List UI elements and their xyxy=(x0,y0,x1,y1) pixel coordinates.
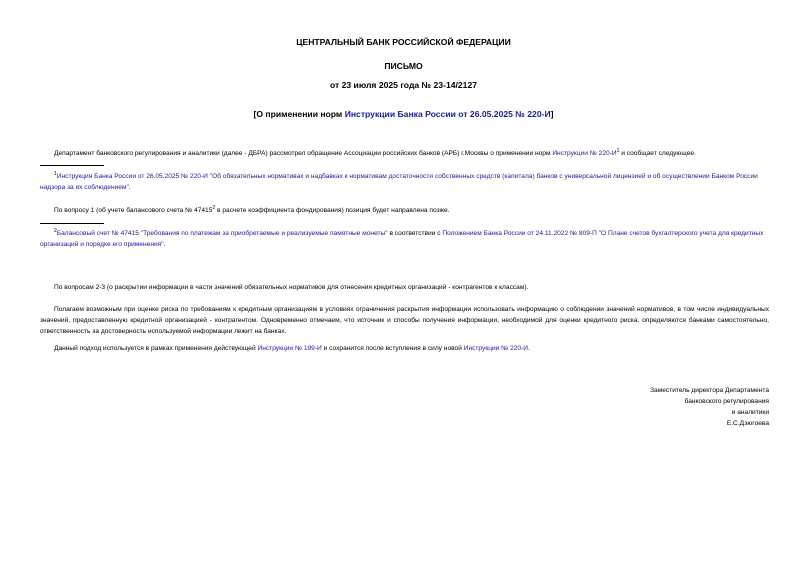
footnote-1-link[interactable]: Инструкция Банка России от 26.05.2025 № 220-И "Об обязательных нормативах и надбавках к нормативам достаточности собственных средств (капитала) банков с универсальной лицензией и об осуществлении Банком России надзора за их соблюдением" xyxy=(40,173,758,191)
footnote-ref-2[interactable]: 2 xyxy=(212,204,216,211)
signature-department: банковского регулирования xyxy=(684,398,769,405)
document-subject xyxy=(0,109,807,119)
footnote-2-link-regulation-809[interactable]: Положением Банка России от 24.11.2022 № 809-П "О Плане счетов бухгалтерского учета для кредитных организаций и порядке его применения" xyxy=(40,230,764,248)
subject-suffix: ] xyxy=(550,109,554,119)
document-kind: ПИСЬМО xyxy=(384,61,423,71)
subject-link-instruction-220[interactable]: Инструкции Банка России от 26.05.2025 № 220-И xyxy=(344,109,551,119)
footnote-divider-2 xyxy=(40,223,104,224)
paragraph-approach: Данный подход используется в рамках применения действующей Инструкции № 199-И и сохранится после вступления в силу новой Инструкции № 220-И. xyxy=(54,345,530,352)
signature-name: Е.С.Дзюгоева xyxy=(726,420,769,427)
signature-block xyxy=(569,385,769,429)
link-instruction-220-new[interactable]: Инструкции № 220-И xyxy=(463,345,529,352)
signature-department-2: и аналитики xyxy=(731,409,769,416)
signature-position: Заместитель директора Департамента xyxy=(650,387,769,394)
paragraph-risk-assessment: Полагаем возможным при оценке риска по требованиям к кредитным организациям в условиях ограничения раскрытия информации использовать информацию о соблюдении значений нормативов, в том числе индивидуальных значений, предоставленную кредитной организацией - контрагентом. Одновременно отмечаем, что источник и способы получения информации, необходимой для оценки кредитного риска, определяются банками самостоятельно, ответственность за достоверность используемой информации лежит на банках. xyxy=(40,306,769,335)
footnote-divider-1 xyxy=(40,165,104,166)
footnote-mark-2: 2 xyxy=(54,227,57,234)
paragraph-question-1: По вопросу 1 (об учете балансового счета № 47415$^2$ в расчете коэффициента фондирования) позиция будет направлена позже. xyxy=(54,204,450,214)
footnote-2: $^2$Балансовый счет № 47415 "Требования по платежам за приобретаемые и реализуемые памятные монеты" в соответствии с Положением Банка России от 24.11.2022 № 809-П "О Плане счетов бухгалтерского учета для кредитных организаций и порядке его применения". xyxy=(40,227,764,248)
paragraph-questions-2-3: По вопросам 2-3 (о раскрытии информации в части значений обязательных нормативов для отнесения кредитных организаций - контрагентов к классам). xyxy=(54,284,529,291)
footnote-mark-1: 1 xyxy=(54,170,57,177)
paragraph-intro: Департамент банковского регулирования и аналитики (далее - ДБРА) рассмотрел обращение Ассоциации российских банков (АРБ) г.Москвы о применении норм Инструкции № $220-И^1$ и сообщает следующее. xyxy=(54,147,696,157)
footnote-ref-1[interactable]: 1 xyxy=(616,147,620,154)
subject-prefix: [О применении норм xyxy=(253,109,345,119)
footnote-1: $^1$Инструкция Банка России от 26.05.2025 № 220-И "Об обязательных нормативах и надбавках к нормативам достаточности собственных средств (капитала) банков с универсальной лицензией и об осуществлении Банком России надзора за их соблюдением". xyxy=(40,170,758,191)
organization-title: ЦЕНТРАЛЬНЫЙ БАНК РОССИЙСКОЙ ФЕДЕРАЦИИ xyxy=(296,37,511,47)
link-instruction-199[interactable]: Инструкции № 199-И xyxy=(257,345,322,352)
link-instruction-220[interactable]: Инструкции № 220-И xyxy=(552,150,617,157)
document-date-number: от 23 июля 2025 года № 23-14/2127 xyxy=(329,80,478,90)
footnote-2-link-account[interactable]: Балансовый счет № 47415 "Требования по платежам за приобретаемые и реализуемые памятные монеты" xyxy=(56,230,388,237)
